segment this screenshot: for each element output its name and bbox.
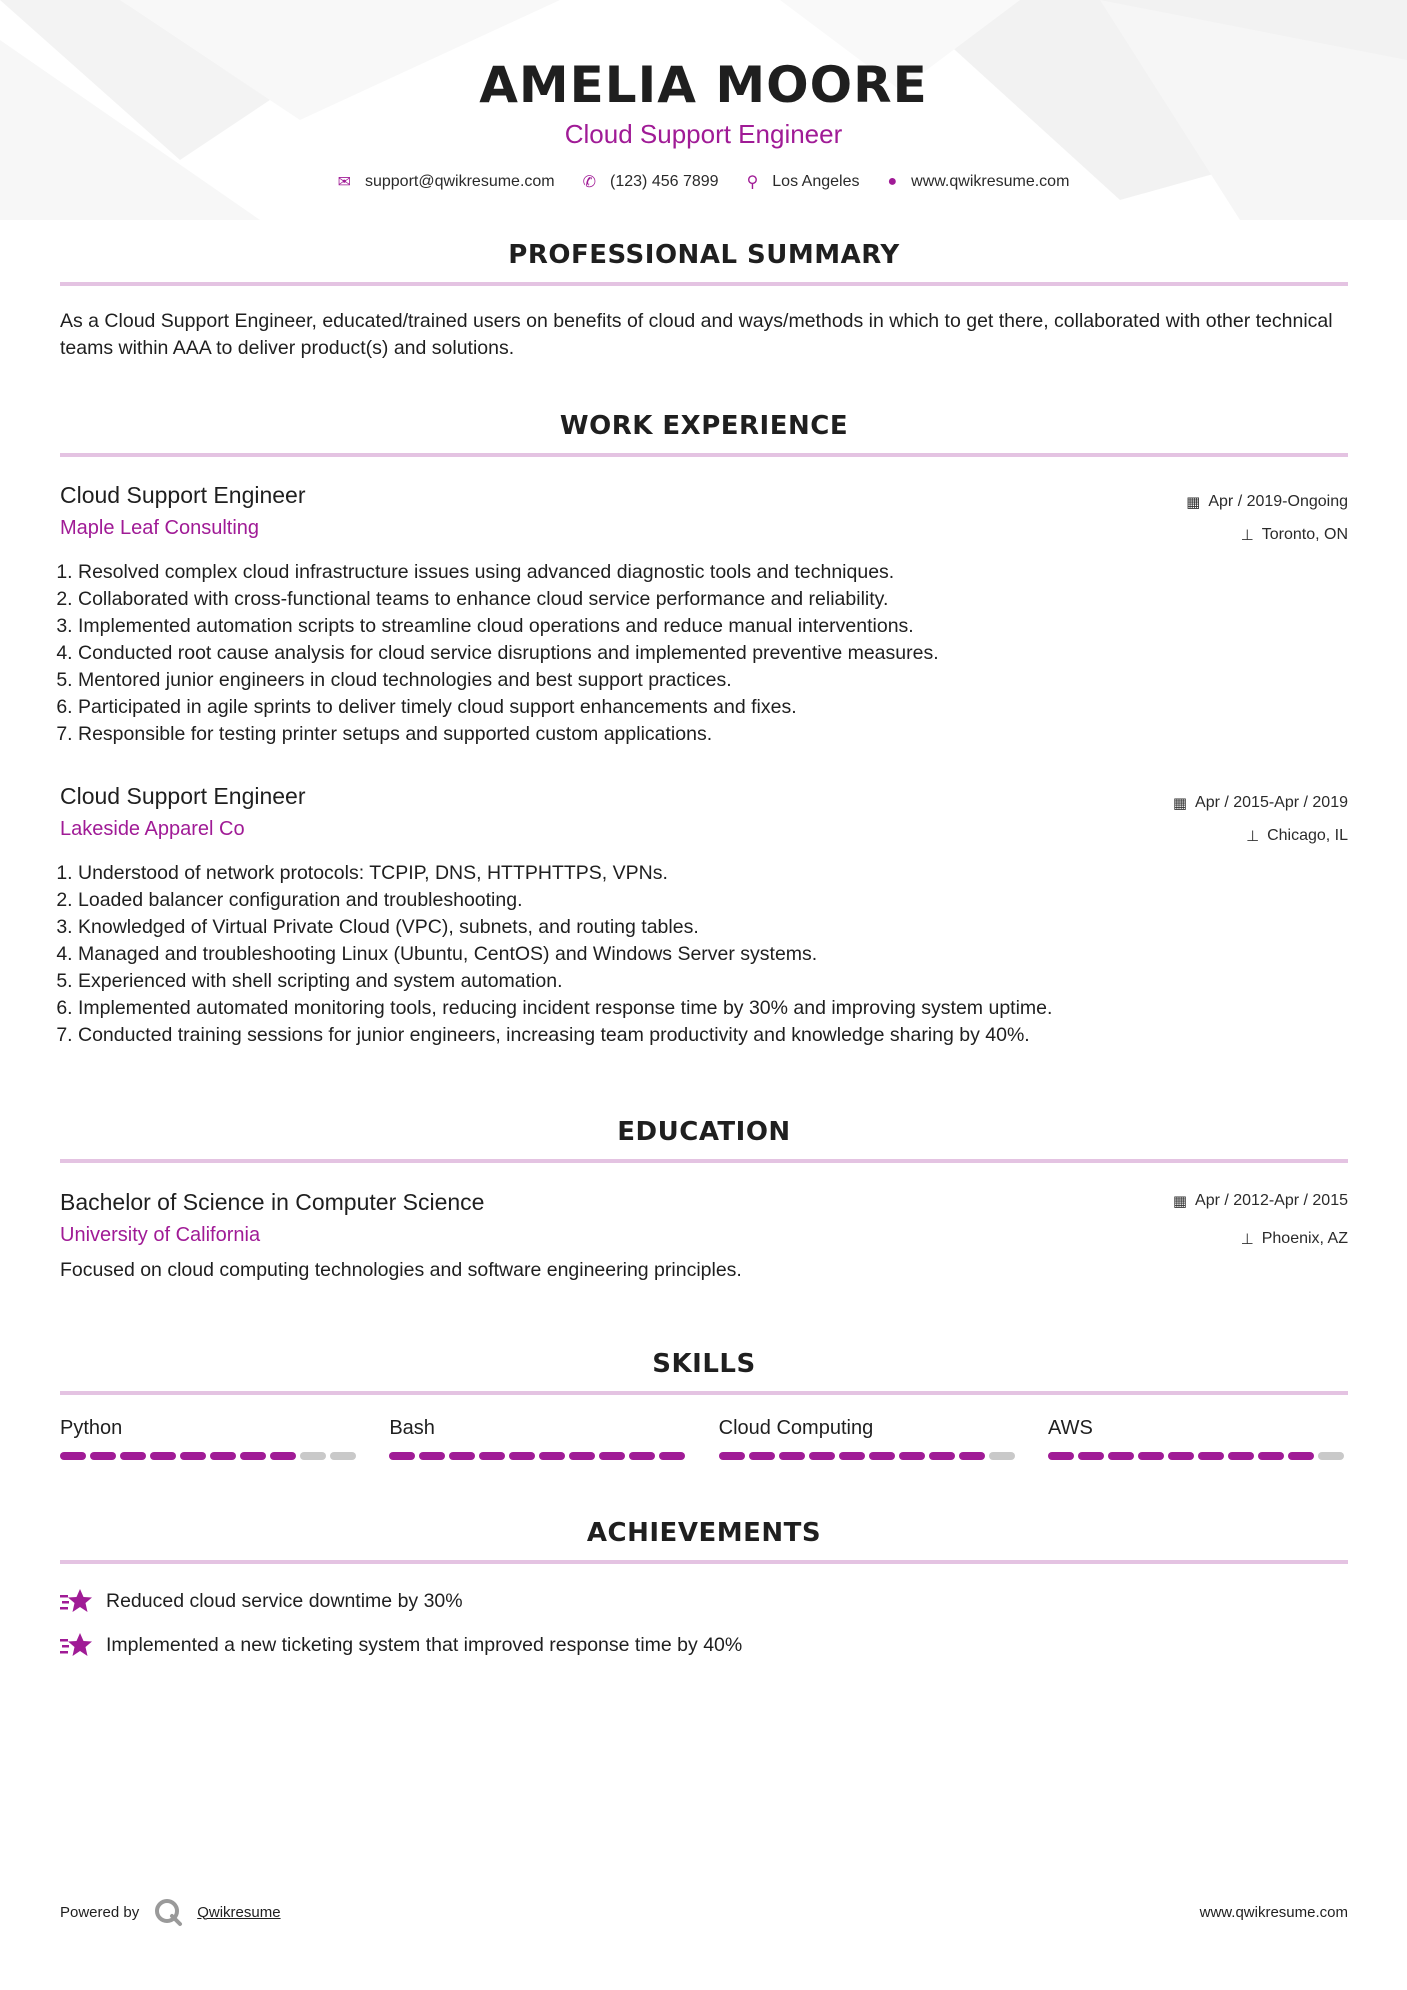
skill-dot-empty — [1318, 1452, 1344, 1460]
candidate-name: AMELIA MOORE — [479, 56, 928, 114]
skill-dot-filled — [1198, 1452, 1224, 1460]
resume-header — [0, 0, 1407, 192]
experience-heading: WORK EXPERIENCE — [559, 411, 849, 441]
skill-dot-filled — [509, 1452, 535, 1460]
skill-dot-filled — [270, 1452, 296, 1460]
list-item: 6. Participated in agile sprints to deliver timely cloud support enhancements and fixes. — [78, 694, 1348, 721]
skill-dot-empty — [300, 1452, 326, 1460]
list-item: 5. Mentored junior engineers in cloud technologies and best support practices. — [78, 667, 1348, 694]
phone-icon: ✆ — [582, 174, 597, 191]
job-location: Chicago, IL — [1267, 827, 1348, 844]
section-divider — [60, 453, 1348, 457]
skill-dot-filled — [1108, 1452, 1134, 1460]
achievement-item — [60, 1630, 1348, 1660]
contact-email[interactable] — [338, 172, 555, 192]
education-section — [60, 1117, 1348, 1163]
contact-phone[interactable] — [583, 172, 719, 192]
skill-dot-empty — [989, 1452, 1015, 1460]
achievement-text: Implemented a new ticketing system that improved response time by 40% — [106, 1633, 743, 1656]
list-item: 1. Resolved complex cloud infrastructure issues using advanced diagnostic tools and techniques. — [78, 559, 1348, 586]
contact-bar — [0, 172, 1407, 192]
job-dates: Apr / 2015-Apr / 2019 — [1195, 794, 1348, 811]
list-item: 5. Experienced with shell scripting and system automation. — [78, 968, 1348, 995]
school-name: University of California — [60, 1224, 261, 1246]
list-item: 4. Managed and troubleshooting Linux (Ubuntu, CentOS) and Windows Server systems. — [78, 941, 1348, 968]
skill-dot-filled — [449, 1452, 475, 1460]
skill-dot-filled — [1288, 1452, 1314, 1460]
phone-text: (123) 456 7899 — [610, 173, 719, 190]
location-text: Los Angeles — [772, 173, 860, 190]
skill-dot-filled — [479, 1452, 505, 1460]
company-name: Lakeside Apparel Co — [60, 818, 245, 840]
list-item: 3. Implemented automation scripts to streamline cloud operations and reduce manual interventions. — [78, 613, 1348, 640]
skill-dot-filled — [120, 1452, 146, 1460]
education-entry — [60, 1189, 1348, 1282]
skill-dot-filled — [1228, 1452, 1254, 1460]
list-item: 2. Loaded balancer configuration and troubleshooting. — [78, 887, 1348, 914]
skill-item — [1048, 1417, 1348, 1460]
company-name: Maple Leaf Consulting — [60, 517, 260, 539]
education-description: Focused on cloud computing technologies and software engineering principles. — [60, 1259, 742, 1281]
job-entry — [60, 783, 1348, 1049]
calendar-icon: ▦ — [1186, 494, 1201, 511]
candidate-role: Cloud Support Engineer — [564, 119, 843, 149]
achievement-item — [60, 1586, 1348, 1616]
skill-dot-filled — [180, 1452, 206, 1460]
section-divider — [60, 1391, 1348, 1395]
skill-dot-filled — [599, 1452, 625, 1460]
list-item: 3. Knowledged of Virtual Private Cloud (VPC), subnets, and routing tables. — [78, 914, 1348, 941]
skill-rating — [1048, 1452, 1348, 1460]
contact-location — [747, 172, 860, 192]
pushpin-icon: ⊥ — [1240, 1231, 1254, 1248]
job-bullets — [60, 559, 1348, 748]
contact-website[interactable] — [887, 172, 1069, 192]
skill-name: Cloud Computing — [718, 1417, 874, 1439]
job-entry — [60, 482, 1348, 748]
job-dates: Apr / 2019-Ongoing — [1208, 493, 1348, 510]
pushpin-icon: ⊥ — [1245, 828, 1260, 845]
skill-name: Bash — [389, 1417, 435, 1439]
section-divider — [60, 1159, 1348, 1163]
achievements-section — [60, 1518, 1348, 1660]
skill-dot-filled — [389, 1452, 415, 1460]
job-title: Cloud Support Engineer — [60, 482, 306, 508]
star-icon — [60, 1587, 92, 1615]
skill-name: AWS — [1047, 1417, 1093, 1439]
skill-rating — [389, 1452, 689, 1460]
qwikresume-logo-icon — [153, 1897, 183, 1927]
globe-icon: ● — [887, 173, 898, 190]
skill-dot-filled — [210, 1452, 236, 1460]
skills-section — [60, 1349, 1348, 1460]
education-heading: EDUCATION — [617, 1117, 791, 1147]
summary-heading: PROFESSIONAL SUMMARY — [508, 240, 900, 270]
skill-dot-filled — [539, 1452, 565, 1460]
pushpin-icon: ⊥ — [1240, 527, 1254, 544]
skill-dot-filled — [629, 1452, 655, 1460]
map-pin-icon: ⚲ — [746, 174, 759, 191]
list-item: 1. Understood of network protocols: TCPIP, DNS, HTTPHTTPS, VPNs. — [78, 860, 1348, 887]
envelope-icon: ✉ — [337, 174, 351, 191]
skill-dot-filled — [419, 1452, 445, 1460]
list-item: 4. Conducted root cause analysis for cloud service disruptions and implemented preventive measures. — [78, 640, 1348, 667]
skill-dot-filled — [90, 1452, 116, 1460]
skill-item — [389, 1417, 689, 1460]
skill-item — [60, 1417, 360, 1460]
skill-rating — [60, 1452, 360, 1460]
skill-dot-filled — [659, 1452, 685, 1460]
skill-dot-filled — [839, 1452, 865, 1460]
job-bullets — [60, 860, 1348, 1049]
list-item: 7. Conducted training sessions for junior engineers, increasing team productivity and knowledge sharing by 40%. — [78, 1022, 1348, 1049]
skill-dot-filled — [899, 1452, 925, 1460]
achievements-heading: ACHIEVEMENTS — [586, 1518, 822, 1548]
skill-name: Python — [60, 1417, 123, 1439]
summary-text: As a Cloud Support Engineer, educated/trained users on benefits of cloud and ways/methods in which to get there, collaborated with other technical teams within AAA to deliver product(s) and solutions. — [60, 310, 1333, 359]
skill-rating — [719, 1452, 1019, 1460]
skills-heading: SKILLS — [652, 1349, 756, 1379]
skill-dot-filled — [1258, 1452, 1284, 1460]
section-divider — [60, 282, 1348, 286]
brand-link[interactable]: Qwikresume — [197, 1903, 281, 1921]
job-location: Toronto, ON — [1261, 526, 1348, 543]
skill-dot-filled — [1168, 1452, 1194, 1460]
skill-dot-filled — [719, 1452, 745, 1460]
powered-by-label: Powered by — [60, 1903, 140, 1921]
skill-dot-filled — [569, 1452, 595, 1460]
skill-dot-filled — [150, 1452, 176, 1460]
skill-dot-filled — [779, 1452, 805, 1460]
list-item: 6. Implemented automated monitoring tools, reducing incident response time by 30% and improving system uptime. — [78, 995, 1348, 1022]
skill-dot-empty — [330, 1452, 356, 1460]
skill-dot-filled — [1138, 1452, 1164, 1460]
calendar-icon: ▦ — [1172, 1193, 1188, 1210]
education-location: Phoenix, AZ — [1261, 1230, 1348, 1247]
footer — [60, 1897, 1348, 1927]
skill-dot-filled — [1078, 1452, 1104, 1460]
experience-section — [60, 411, 1348, 457]
powered-by — [60, 1897, 281, 1927]
skill-dot-filled — [1048, 1452, 1074, 1460]
skill-dot-filled — [60, 1452, 86, 1460]
skill-dot-filled — [749, 1452, 775, 1460]
job-title: Cloud Support Engineer — [60, 783, 306, 809]
skill-dot-filled — [869, 1452, 895, 1460]
skill-dot-filled — [929, 1452, 955, 1460]
skill-dot-filled — [240, 1452, 266, 1460]
list-item: 2. Collaborated with cross-functional teams to enhance cloud service performance and reliability. — [78, 586, 1348, 613]
footer-website[interactable]: www.qwikresume.com — [1199, 1903, 1348, 1921]
degree-title: Bachelor of Science in Computer Science — [60, 1189, 485, 1215]
skill-dot-filled — [959, 1452, 985, 1460]
calendar-icon: ▦ — [1172, 795, 1188, 812]
skill-dot-filled — [809, 1452, 835, 1460]
section-divider — [60, 1560, 1348, 1564]
website-text: www.qwikresume.com — [911, 173, 1070, 190]
email-text: support@qwikresume.com — [364, 173, 555, 190]
education-dates: Apr / 2012-Apr / 2015 — [1195, 1192, 1348, 1209]
star-icon — [60, 1631, 92, 1659]
skill-item — [719, 1417, 1019, 1460]
list-item: 7. Responsible for testing printer setups and supported custom applications. — [78, 721, 1348, 748]
achievement-text: Reduced cloud service downtime by 30% — [106, 1589, 463, 1612]
summary-section — [60, 240, 1348, 362]
